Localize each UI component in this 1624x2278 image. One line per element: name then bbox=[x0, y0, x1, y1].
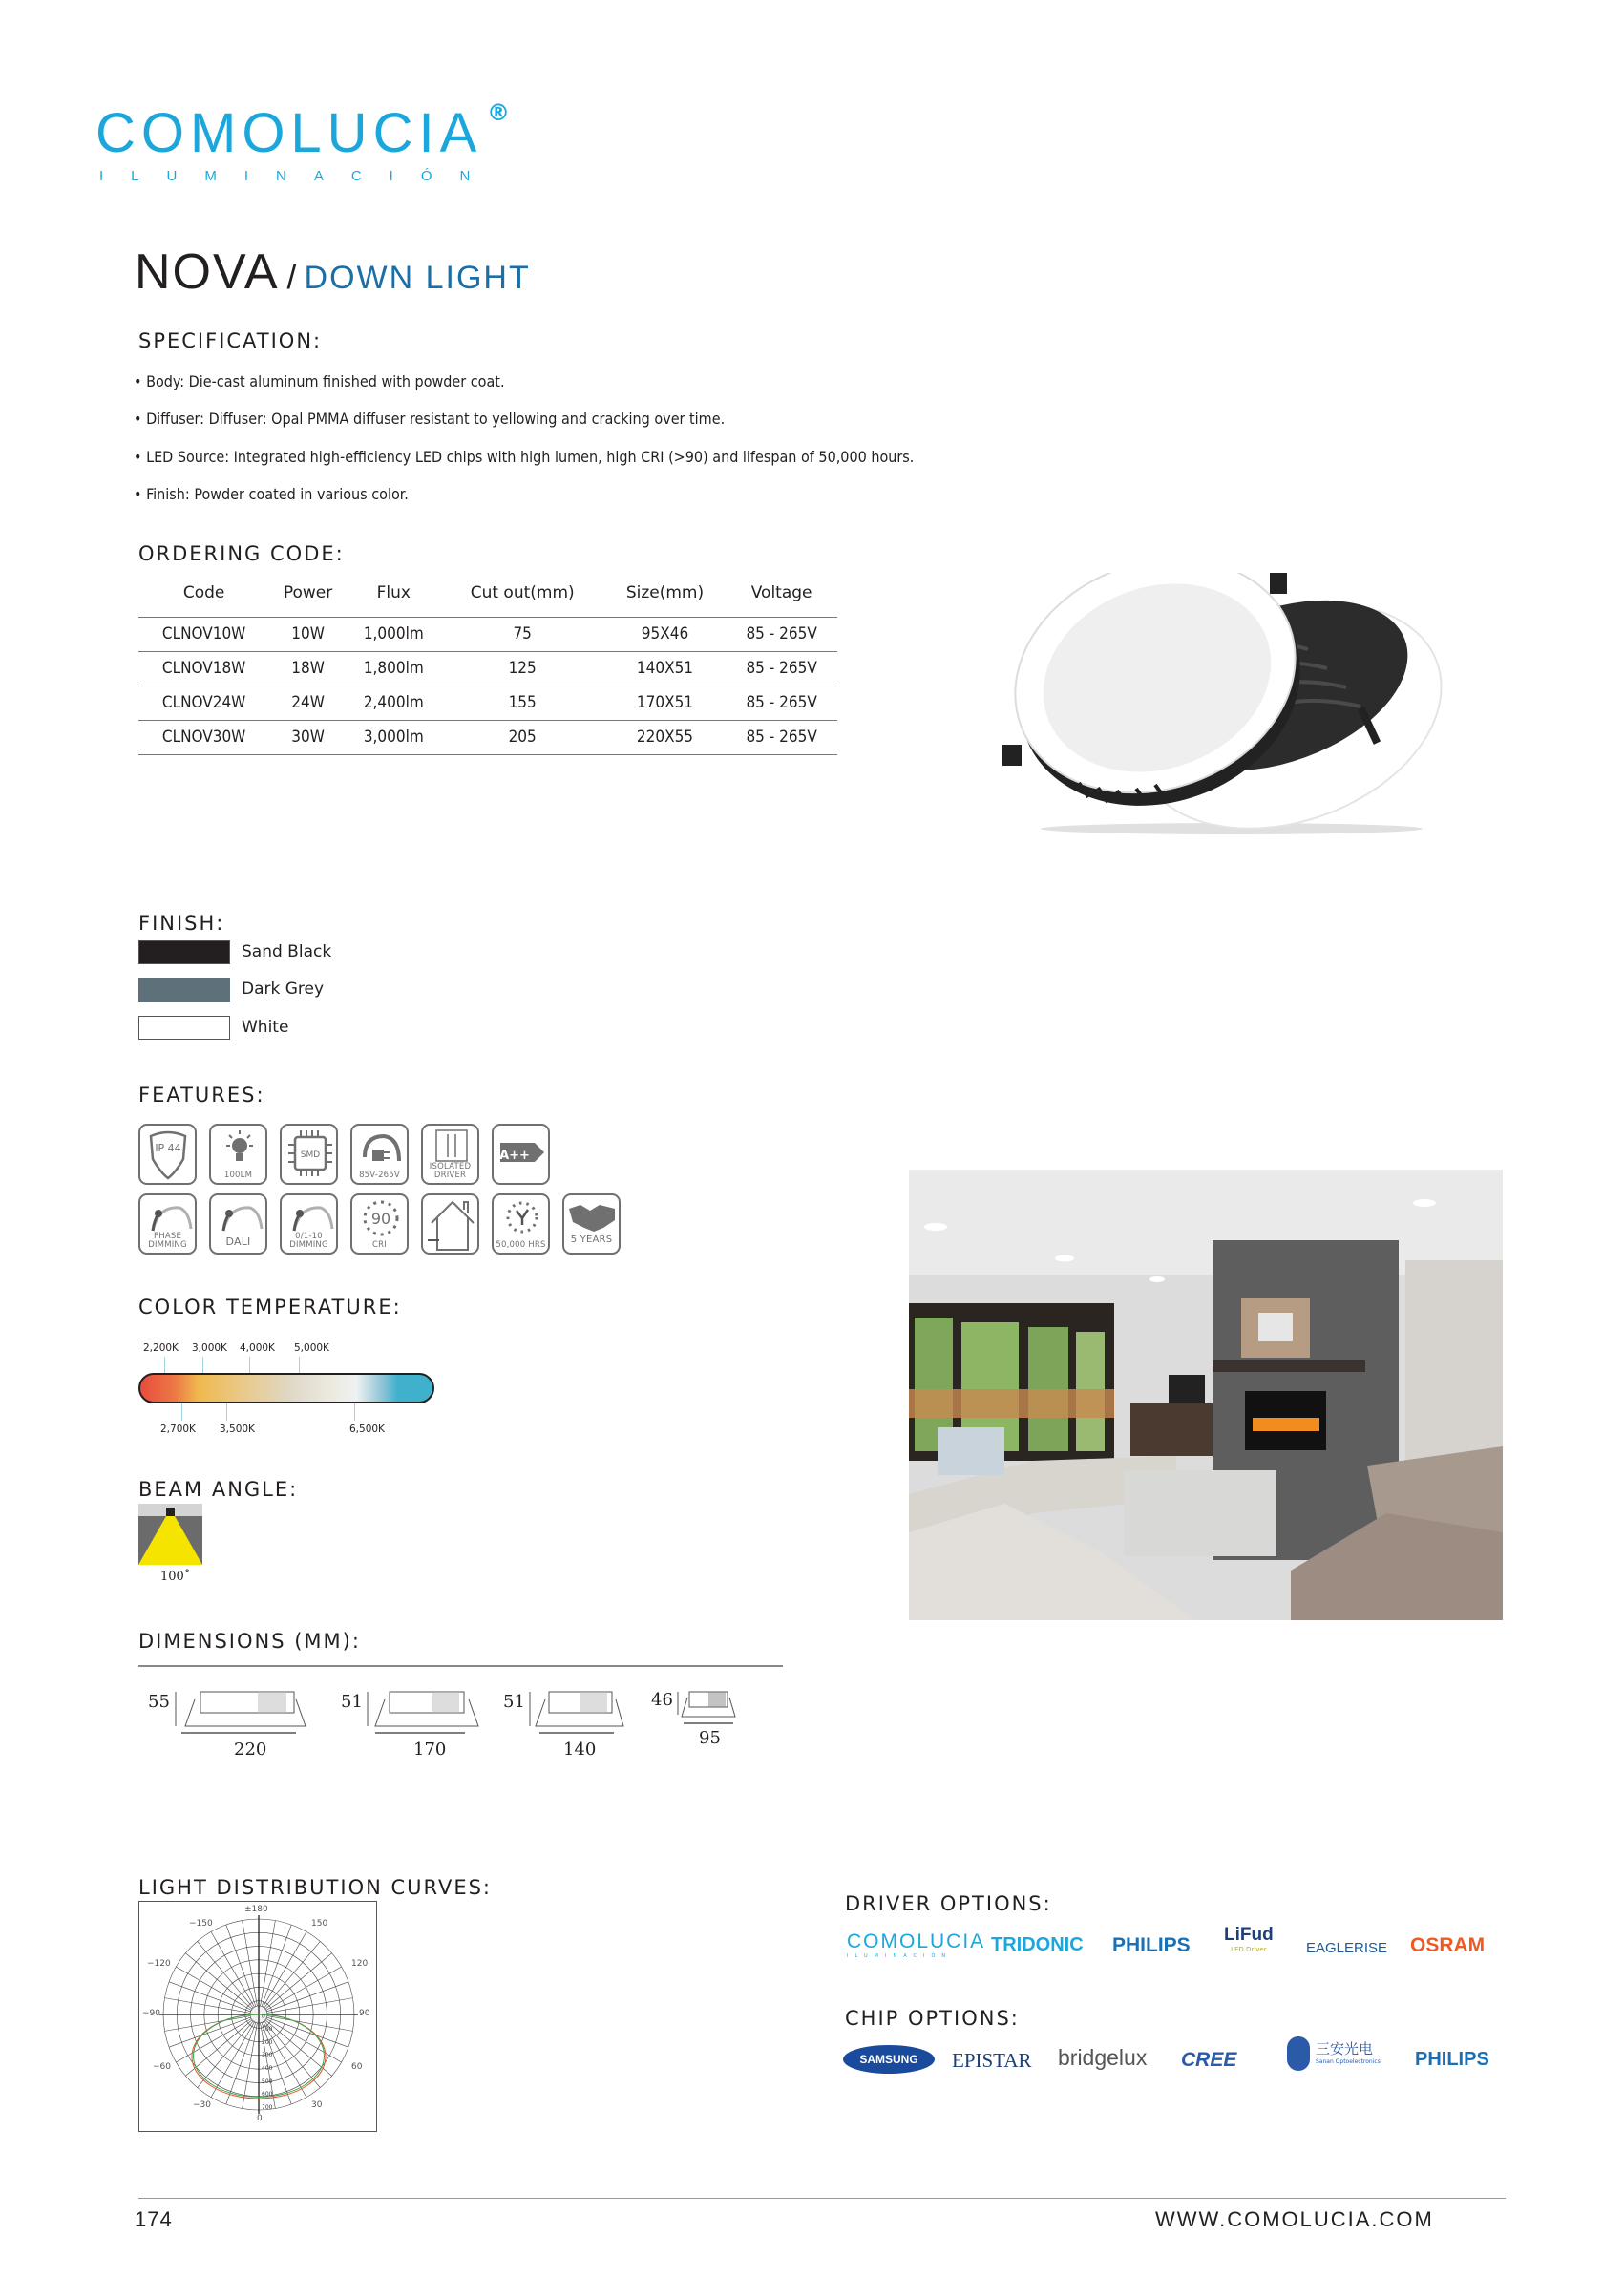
feature-indoor bbox=[421, 1193, 479, 1255]
logo-wordmark: COMOLUCIA bbox=[95, 102, 483, 164]
polar-spoke bbox=[198, 1941, 253, 2008]
feature-label: PHASE DIMMING bbox=[148, 1232, 187, 1250]
radial-label: 300 bbox=[262, 2052, 273, 2058]
dimension-height: 55 bbox=[148, 1692, 170, 1712]
spec-item: • Body: Die-cast aluminum finished with powder coat. bbox=[134, 372, 505, 390]
features-heading: FEATURES: bbox=[138, 1084, 265, 1107]
dimensions-divider bbox=[138, 1665, 783, 1667]
dimmer-arc-icon bbox=[145, 1200, 193, 1233]
logo-subtitle: ILUMINACIÓN bbox=[99, 168, 498, 184]
cell-cutout: 125 bbox=[441, 651, 604, 686]
brand-name: LiFud bbox=[1224, 1925, 1274, 1945]
driver-logo-osram: OSRAM bbox=[1410, 1934, 1486, 1956]
ct-label-top: 2,200K bbox=[143, 1342, 179, 1354]
polar-spoke bbox=[264, 1941, 320, 2008]
cell-code: CLNOV18W bbox=[138, 651, 269, 686]
angle-label: 150 bbox=[311, 1919, 328, 1929]
feature-label: 5 YEARS bbox=[570, 1234, 613, 1245]
product-image bbox=[993, 573, 1451, 840]
feature-ip44 bbox=[138, 1124, 197, 1185]
brand-name: COMOLUCIA bbox=[847, 1930, 986, 1952]
ct-tick bbox=[299, 1357, 300, 1374]
cell-code: CLNOV30W bbox=[138, 720, 269, 754]
feature-label: 50,000 HRS bbox=[496, 1240, 546, 1250]
chip-logo-samsung bbox=[843, 2045, 935, 2074]
dimension-height: 51 bbox=[503, 1692, 525, 1712]
feature-label: CRI bbox=[372, 1240, 387, 1250]
ct-tick bbox=[202, 1357, 203, 1374]
finish-swatch-sand-black bbox=[138, 940, 230, 964]
column-header: Code bbox=[138, 577, 269, 617]
radial-label: 200 bbox=[262, 2039, 273, 2046]
spec-item: • LED Source: Integrated high-efficiency LED chips with high lumen, high CRI (>90) and lifespan of 50,000 hours. bbox=[134, 448, 915, 466]
feature-label: 85V-265V bbox=[359, 1171, 400, 1180]
house-icon bbox=[426, 1198, 477, 1254]
product-name: NOVA bbox=[135, 244, 280, 300]
feature-label: 100LM bbox=[223, 1171, 253, 1180]
table-row bbox=[138, 651, 837, 686]
cell-cutout: 205 bbox=[441, 720, 604, 754]
ip-rating-text: IP 44 bbox=[155, 1142, 181, 1154]
finish-swatch-white bbox=[138, 1016, 230, 1040]
ct-label-top: 4,000K bbox=[240, 1342, 275, 1354]
color-temperature-heading: COLOR TEMPERATURE: bbox=[138, 1296, 402, 1318]
registered-mark: ® bbox=[487, 99, 510, 126]
cell-voltage: 85 - 265V bbox=[726, 720, 837, 754]
column-header: Flux bbox=[347, 577, 441, 617]
page-title bbox=[135, 243, 531, 301]
column-header: Size(mm) bbox=[604, 577, 727, 617]
spec-item: • Diffuser: Diffuser: Opal PMMA diffuser resistant to yellowing and cracking over time. bbox=[134, 410, 726, 428]
product-category: DOWN LIGHT bbox=[304, 260, 531, 296]
ordering-heading: ORDERING CODE: bbox=[138, 542, 345, 565]
light-distribution-heading: LIGHT DISTRIBUTION CURVES: bbox=[138, 1876, 492, 1899]
dimension-width: 95 bbox=[699, 1728, 721, 1748]
radial-label: 500 bbox=[262, 2078, 273, 2085]
angle-label: −30 bbox=[193, 2100, 211, 2110]
feature-dali bbox=[209, 1193, 267, 1255]
angle-label: ±180 bbox=[244, 1905, 268, 1914]
angle-label: 90 bbox=[359, 2009, 370, 2018]
polar-grid bbox=[139, 1902, 376, 2131]
column-header: Cut out(mm) bbox=[441, 577, 604, 617]
chip-options-heading: CHIP OPTIONS: bbox=[845, 2007, 1020, 2030]
column-header: Power bbox=[269, 577, 347, 617]
spec-item: • Finish: Powder coated in various color. bbox=[134, 485, 409, 503]
ct-label-bottom: 2,700K bbox=[160, 1424, 196, 1435]
dimension-height: 46 bbox=[651, 1690, 673, 1710]
brand-name: SAMSUNG bbox=[859, 2053, 918, 2066]
energy-class-text: A++ bbox=[499, 1149, 530, 1163]
brand-sub: LED Driver bbox=[1231, 1946, 1267, 1953]
radial-label: 700 bbox=[262, 2104, 273, 2111]
energy-class-icon bbox=[498, 1139, 546, 1168]
color-temperature-gradient bbox=[138, 1373, 434, 1403]
feature-lumen bbox=[209, 1124, 267, 1185]
interior-photo bbox=[909, 1170, 1503, 1620]
sanan-logo-mark-icon bbox=[1287, 2036, 1310, 2071]
angle-label: −120 bbox=[147, 1959, 171, 1969]
brand-logo bbox=[95, 99, 516, 191]
table-header-row bbox=[138, 577, 837, 617]
cell-voltage: 85 - 265V bbox=[726, 617, 837, 651]
page-number: 174 bbox=[135, 2207, 173, 2231]
finish-label: Sand Black bbox=[242, 942, 332, 961]
plug-icon bbox=[357, 1128, 405, 1171]
radial-label: 0 bbox=[262, 2014, 265, 2020]
dimensions-heading: DIMENSIONS (MM): bbox=[138, 1630, 361, 1653]
cell-size: 220X55 bbox=[604, 720, 727, 754]
angle-label: 120 bbox=[351, 1959, 369, 1969]
chip-logo-cree: CREE bbox=[1181, 2049, 1237, 2071]
footer-divider bbox=[138, 2198, 1506, 2199]
ct-tick bbox=[249, 1357, 250, 1374]
feature-label: 0/1-10 DIMMING bbox=[289, 1232, 328, 1250]
feature-label: DALI bbox=[225, 1235, 251, 1248]
bulb-icon bbox=[221, 1128, 259, 1167]
title-separator: / bbox=[286, 257, 297, 296]
feature-warranty bbox=[562, 1193, 621, 1255]
ct-tick bbox=[354, 1403, 355, 1421]
cell-power: 24W bbox=[269, 686, 347, 720]
chip-logo-epistar: EPISTAR bbox=[952, 2049, 1032, 2072]
polar-spoke bbox=[265, 1953, 332, 2009]
cell-size: 95X46 bbox=[604, 617, 727, 651]
column-header: Voltage bbox=[726, 577, 837, 617]
cell-power: 30W bbox=[269, 720, 347, 754]
chip-logo-philips: PHILIPS bbox=[1415, 2049, 1489, 2070]
chip-logo-sanan bbox=[1316, 2038, 1381, 2065]
finish-label: Dark Grey bbox=[242, 980, 325, 999]
feature-lifespan bbox=[492, 1193, 550, 1255]
driver-icon bbox=[432, 1128, 471, 1163]
dimmer-arc-icon bbox=[286, 1200, 334, 1233]
radial-label: 100 bbox=[262, 2026, 273, 2033]
angle-label: −90 bbox=[142, 2009, 160, 2018]
ct-tick bbox=[226, 1403, 227, 1421]
radial-label: 600 bbox=[262, 2091, 273, 2098]
polar-spoke bbox=[185, 1953, 252, 2009]
angle-label: 30 bbox=[311, 2100, 323, 2110]
feature-label: ISOLATED DRIVER bbox=[429, 1162, 472, 1180]
feature-smd bbox=[280, 1124, 338, 1185]
finish-swatch-dark-grey bbox=[138, 978, 230, 1002]
finish-label: White bbox=[242, 1018, 289, 1037]
cell-flux: 3,000lm bbox=[347, 720, 441, 754]
cell-flux: 1,800lm bbox=[347, 651, 441, 686]
driver-logo-philips: PHILIPS bbox=[1112, 1934, 1191, 1956]
brand-sub: ILUMINACIÓN bbox=[847, 1953, 953, 1959]
dimension-drawing bbox=[143, 1690, 334, 1785]
beam-angle-diagram bbox=[138, 1504, 202, 1565]
ct-label-top: 5,000K bbox=[294, 1342, 329, 1354]
angle-label: −60 bbox=[153, 2062, 171, 2072]
chip-icon bbox=[286, 1128, 334, 1180]
dimension-width-line bbox=[181, 1730, 306, 1736]
handshake-icon bbox=[567, 1201, 619, 1235]
feature-phase-dimming bbox=[138, 1193, 197, 1255]
dimension-width-line bbox=[375, 1730, 480, 1736]
dimmer-arc-icon bbox=[216, 1200, 264, 1233]
cell-voltage: 85 - 265V bbox=[726, 651, 837, 686]
driver-logo-lifud bbox=[1224, 1925, 1274, 1953]
feature-isolated-driver bbox=[421, 1124, 479, 1185]
angle-label: −150 bbox=[189, 1919, 213, 1929]
dimension-width: 220 bbox=[234, 1740, 267, 1760]
polar-chart bbox=[138, 1901, 377, 2132]
cell-cutout: 155 bbox=[441, 686, 604, 720]
driver-options-heading: DRIVER OPTIONS: bbox=[845, 1892, 1052, 1915]
cell-power: 18W bbox=[269, 651, 347, 686]
dimension-width-line bbox=[684, 1720, 741, 1726]
ct-label-bottom: 3,500K bbox=[220, 1424, 255, 1435]
dimension-width: 140 bbox=[563, 1740, 597, 1760]
cell-voltage: 85 - 265V bbox=[726, 686, 837, 720]
table-row bbox=[138, 617, 837, 651]
cell-size: 140X51 bbox=[604, 651, 727, 686]
ct-label-top: 3,000K bbox=[192, 1342, 227, 1354]
dimension-width-line bbox=[539, 1730, 625, 1736]
dimension-height: 51 bbox=[341, 1692, 363, 1712]
cell-code: CLNOV24W bbox=[138, 686, 269, 720]
brand-name: 三安光电 bbox=[1316, 2040, 1374, 2057]
cell-cutout: 75 bbox=[441, 617, 604, 651]
specification-heading: SPECIFICATION: bbox=[138, 329, 323, 352]
table-row bbox=[138, 686, 837, 720]
beam-angle-heading: BEAM ANGLE: bbox=[138, 1478, 299, 1501]
driver-logo-tridonic: TRIDONIC bbox=[991, 1934, 1084, 1955]
cell-flux: 2,400lm bbox=[347, 686, 441, 720]
cell-code: CLNOV10W bbox=[138, 617, 269, 651]
dimension-width: 170 bbox=[413, 1740, 447, 1760]
cell-flux: 1,000lm bbox=[347, 617, 441, 651]
ct-label-bottom: 6,500K bbox=[349, 1424, 385, 1435]
angle-label: 0 bbox=[257, 2114, 263, 2123]
feature-energy-class bbox=[492, 1124, 550, 1185]
smd-text: SMD bbox=[300, 1150, 321, 1160]
radial-label: 400 bbox=[262, 2065, 273, 2072]
beam-angle-value: 100˚ bbox=[160, 1570, 191, 1584]
dimension-drawing bbox=[501, 1690, 673, 1785]
ct-tick bbox=[181, 1403, 182, 1421]
angle-label: 60 bbox=[351, 2062, 363, 2072]
feature-010-dimming bbox=[280, 1193, 338, 1255]
table-row bbox=[138, 720, 837, 754]
clock-icon bbox=[498, 1198, 546, 1236]
cell-power: 10W bbox=[269, 617, 347, 651]
cell-size: 170X51 bbox=[604, 686, 727, 720]
ct-tick bbox=[164, 1357, 165, 1374]
cri-icon bbox=[357, 1198, 405, 1238]
brand-sub: Sanan Optoelectronics bbox=[1316, 2058, 1381, 2065]
chip-logo-bridgelux: bridgelux bbox=[1058, 2045, 1148, 2070]
cri-value: 90 bbox=[370, 1210, 391, 1228]
website-link[interactable]: WWW.COMOLUCIA.COM bbox=[1155, 2207, 1434, 2231]
dimension-drawing bbox=[649, 1690, 783, 1785]
ordering-table bbox=[138, 577, 837, 755]
shield-icon bbox=[147, 1130, 189, 1180]
finish-heading: FINISH: bbox=[138, 912, 225, 935]
feature-cri bbox=[350, 1193, 409, 1255]
feature-voltage bbox=[350, 1124, 409, 1185]
driver-logo-comolucia bbox=[847, 1930, 985, 1959]
driver-logo-eaglerise: EAGLERISE bbox=[1306, 1940, 1388, 1956]
